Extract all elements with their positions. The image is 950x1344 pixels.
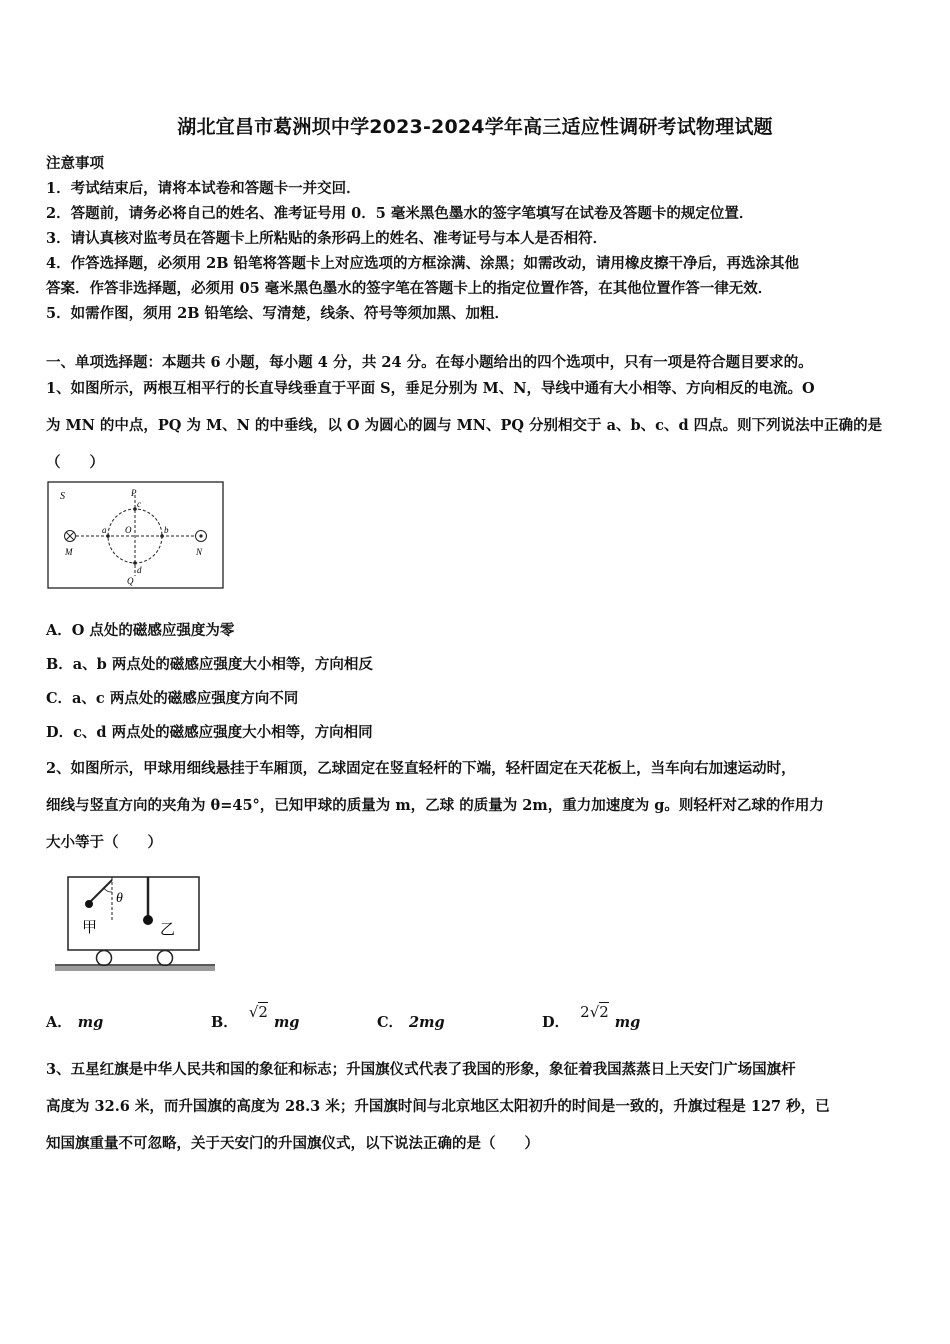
option-value: mg — [273, 1014, 300, 1031]
wheel-right — [158, 951, 173, 966]
sqrt-expression — [249, 1003, 268, 1021]
wire-M-into-icon — [65, 531, 76, 542]
q1-option-a: A．O 点处的磁感应强度为零 — [46, 622, 235, 639]
label-d: d — [137, 565, 142, 575]
ground-hatch — [55, 966, 215, 971]
notice-line: 1．考试结束后，请将本试卷和答题卡一并交回． — [46, 180, 361, 197]
notice-line: 2．答题前，请务必将自己的姓名、准考证号用 0．5 毫米黑色墨水的签字笔填写在试卷及答题卡的规定位置． — [46, 205, 754, 222]
q2-stem-line: 大小等于（ ） — [46, 834, 162, 851]
sqrt-expression — [580, 1003, 609, 1021]
wire-N-out-icon — [196, 531, 207, 542]
q2-stem-line: 细线与竖直方向的夹角为 θ=45°，已知甲球的质量为 m，乙球 的质量为 2m，重力加速度为 g。则轻杆对乙球的作用力 — [46, 797, 824, 814]
q2-stem-line: 2、如图所示，甲球用细线悬挂于车厢顶，乙球固定在竖直轻杆的下端，轻杆固定在天花板上，当车向右加速运动时， — [46, 760, 796, 777]
option-label: B． — [211, 1014, 238, 1031]
label-b: b — [164, 525, 169, 535]
option-value: 2mg — [409, 1014, 445, 1031]
sqrt-radicand: 2 — [599, 1003, 609, 1021]
q2-option-d — [542, 1003, 641, 1032]
q1-stem-line: 为 MN 的中点，PQ 为 M、N 的中垂线，以 O 为圆心的圆与 MN、PQ 分别相交于 a、b、c、d 四点。则下列说法中正确的是 — [46, 417, 883, 434]
label-c: c — [137, 499, 141, 509]
notice-heading: 注意事项 — [46, 155, 104, 172]
q1-option-c: C．a、c 两点处的磁感应强度方向不同 — [46, 690, 299, 707]
point-a — [106, 534, 110, 538]
option-value: mg — [77, 1014, 104, 1031]
label-N: N — [196, 547, 203, 557]
notice-line: 4．作答选择题，必须用 2B 铅笔将答题卡上对应选项的方框涂满、涂黑；如需改动，请用橡皮擦干净后，再选涂其他 — [46, 255, 800, 272]
angle-arc — [104, 888, 112, 892]
label-jia: 甲 — [82, 920, 98, 936]
car-body — [68, 877, 199, 950]
page-title: 湖北宜昌市葛洲坝中学2023-2024学年高三适应性调研考试物理试题 — [177, 116, 773, 138]
option-value: mg — [614, 1014, 641, 1031]
sqrt-icon: √ — [248, 1003, 259, 1021]
label-yi: 乙 — [160, 922, 176, 938]
label-S: S — [60, 491, 65, 502]
ball-yi — [143, 915, 153, 925]
sqrt-coefficient: 2 — [580, 1003, 590, 1021]
label-O: O — [125, 525, 132, 535]
label-Q: Q — [127, 576, 134, 586]
option-label: A． — [46, 1014, 72, 1031]
notice-line: 答案．作答非选择题，必须用 05 毫米黑色墨水的签字笔在答题卡上的指定位置作答，在其他位置作答一律无效． — [46, 280, 773, 297]
sqrt-radicand: 2 — [258, 1003, 268, 1021]
sqrt-icon: √ — [589, 1003, 600, 1021]
q1-option-b: B．a、b 两点处的磁感应强度大小相等，方向相反 — [46, 656, 373, 673]
q1-figure — [47, 481, 225, 591]
label-P: P — [131, 488, 137, 498]
q1-stem-line: （ ） — [46, 454, 104, 471]
section-heading: 一、单项选择题：本题共 6 小题，每小题 4 分，共 24 分。在每小题给出的四个选项中，只有一项是符合题目要求的。 — [46, 354, 813, 371]
q3-stem-line: 3、五星红旗是中华人民共和国的象征和标志；升国旗仪式代表了我国的形象，象征着我国蒸蒸日上天安门广场国旗杆 — [46, 1061, 796, 1078]
q3-stem-line: 知国旗重量不可忽略，关于天安门的升国旗仪式，以下说法正确的是（ ） — [46, 1135, 539, 1152]
wheel-left — [97, 951, 112, 966]
q2-option-b — [211, 1003, 300, 1032]
notice-line: 5．如需作图，须用 2B 铅笔绘、写清楚，线条、符号等须加黑、加粗． — [46, 305, 510, 322]
notice-line: 3．请认真核对监考员在答题卡上所粘贴的条形码上的姓名、准考证号与本人是否相符． — [46, 230, 608, 247]
q2-figure — [52, 872, 218, 974]
q3-stem-line: 高度为 32.6 米，而升国旗的高度为 28.3 米；升国旗时间与北京地区太阳初升的时间是一致的，升旗过程是 127 秒，已 — [46, 1098, 830, 1115]
label-theta: θ — [116, 891, 123, 906]
q1-stem-line: 1、如图所示，两根互相平行的长直导线垂直于平面 S，垂足分别为 M、N，导线中通有大小相等、方向相反的电流。O — [46, 380, 815, 397]
label-a: a — [102, 525, 107, 535]
option-label: D． — [542, 1014, 570, 1031]
q2-option-c — [377, 1011, 445, 1032]
q2-option-a — [46, 1011, 103, 1032]
option-label: C． — [377, 1014, 404, 1031]
label-M: M — [65, 547, 73, 557]
ball-jia — [85, 900, 93, 908]
q1-option-d: D．c、d 两点处的磁感应强度大小相等，方向相同 — [46, 724, 373, 741]
